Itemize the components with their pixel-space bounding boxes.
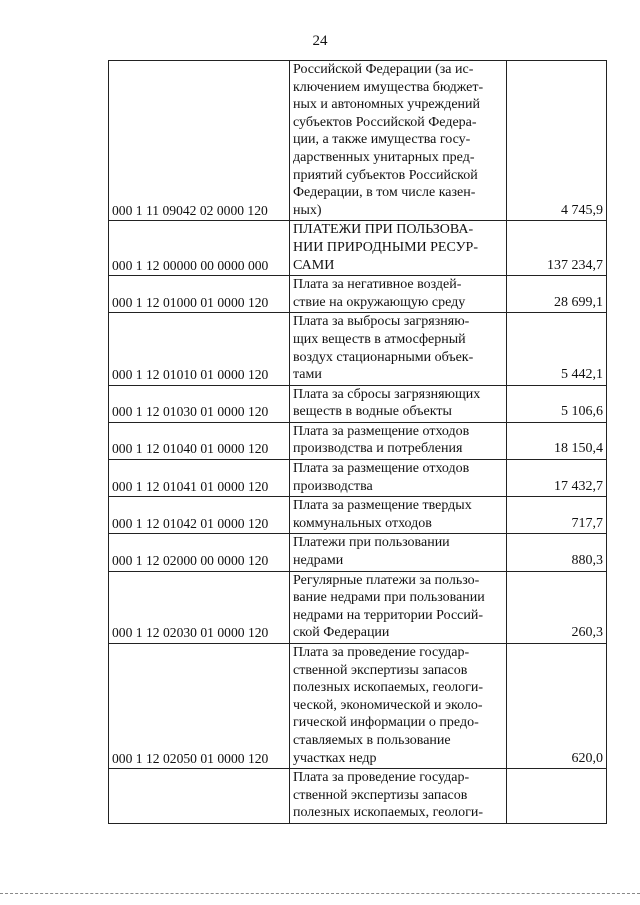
amount-cell: 17 432,7	[507, 460, 607, 497]
amount-cell: 5 106,6	[507, 385, 607, 422]
amount-cell	[507, 769, 607, 824]
revenue-name-cell: Плата за выбросы загрязняю- щих веществ в атмосферный воздух стационарными объек- тами	[290, 313, 507, 385]
classification-code-cell: 000 1 12 00000 00 0000 000	[109, 221, 290, 276]
revenue-name-cell: Платежи при пользовании недрами	[290, 534, 507, 571]
revenue-name-cell: Плата за негативное воздей- ствие на окружающую среду	[290, 276, 507, 313]
amount-cell: 620,0	[507, 644, 607, 769]
budget-revenue-table	[108, 60, 607, 824]
amount-cell: 717,7	[507, 497, 607, 534]
table-row	[109, 769, 607, 824]
amount-cell: 880,3	[507, 534, 607, 571]
table-row	[109, 221, 607, 276]
revenue-name-cell: Плата за размещение отходов производства и потребления	[290, 422, 507, 459]
footer-divider	[0, 893, 640, 894]
table-row	[109, 497, 607, 534]
amount-cell: 5 442,1	[507, 313, 607, 385]
classification-code-cell: 000 1 12 01041 01 0000 120	[109, 460, 290, 497]
revenue-name-cell: Российской Федерации (за ис- ключением имущества бюджет- ных и автономных учреждений субъектов Российской Федера- ции, а также имущества госу- дарственных унитарных пред- приятий субъектов Российской Федерации, в том числе казен- ных)	[290, 61, 507, 221]
table-row	[109, 644, 607, 769]
classification-code-cell: 000 1 12 01000 01 0000 120	[109, 276, 290, 313]
classification-code-cell: 000 1 12 01010 01 0000 120	[109, 313, 290, 385]
revenue-name-cell: Плата за сбросы загрязняющих веществ в водные объекты	[290, 385, 507, 422]
amount-cell: 18 150,4	[507, 422, 607, 459]
revenue-name-cell: Плата за размещение отходов производства	[290, 460, 507, 497]
revenue-name-cell: ПЛАТЕЖИ ПРИ ПОЛЬЗОВА- НИИ ПРИРОДНЫМИ РЕСУР- САМИ	[290, 221, 507, 276]
revenue-name-cell: Плата за размещение твердых коммунальных отходов	[290, 497, 507, 534]
classification-code-cell	[109, 769, 290, 824]
table-row	[109, 571, 607, 643]
table-row	[109, 422, 607, 459]
classification-code-cell: 000 1 11 09042 02 0000 120	[109, 61, 290, 221]
table-row	[109, 276, 607, 313]
classification-code-cell: 000 1 12 01042 01 0000 120	[109, 497, 290, 534]
classification-code-cell: 000 1 12 02030 01 0000 120	[109, 571, 290, 643]
table-row	[109, 385, 607, 422]
page-number: 24	[312, 33, 328, 49]
table-row	[109, 313, 607, 385]
classification-code-cell: 000 1 12 01030 01 0000 120	[109, 385, 290, 422]
amount-cell: 28 699,1	[507, 276, 607, 313]
table-body	[109, 61, 607, 824]
revenue-name-cell: Плата за проведение государ- ственной экспертизы запасов полезных ископаемых, геологи-	[290, 769, 507, 824]
amount-cell: 137 234,7	[507, 221, 607, 276]
classification-code-cell: 000 1 12 02000 00 0000 120	[109, 534, 290, 571]
table-row	[109, 61, 607, 221]
table-row	[109, 534, 607, 571]
classification-code-cell: 000 1 12 01040 01 0000 120	[109, 422, 290, 459]
revenue-name-cell: Регулярные платежи за пользо- вание недрами при пользовании недрами на территории Россий- ской Федерации	[290, 571, 507, 643]
table-row	[109, 460, 607, 497]
classification-code-cell: 000 1 12 02050 01 0000 120	[109, 644, 290, 769]
amount-cell: 4 745,9	[507, 61, 607, 221]
revenue-name-cell: Плата за проведение государ- ственной экспертизы запасов полезных ископаемых, геологи- ческой, экономической и эколо- гической информации о предо- ставляемых в пользование участках недр	[290, 644, 507, 769]
amount-cell: 260,3	[507, 571, 607, 643]
